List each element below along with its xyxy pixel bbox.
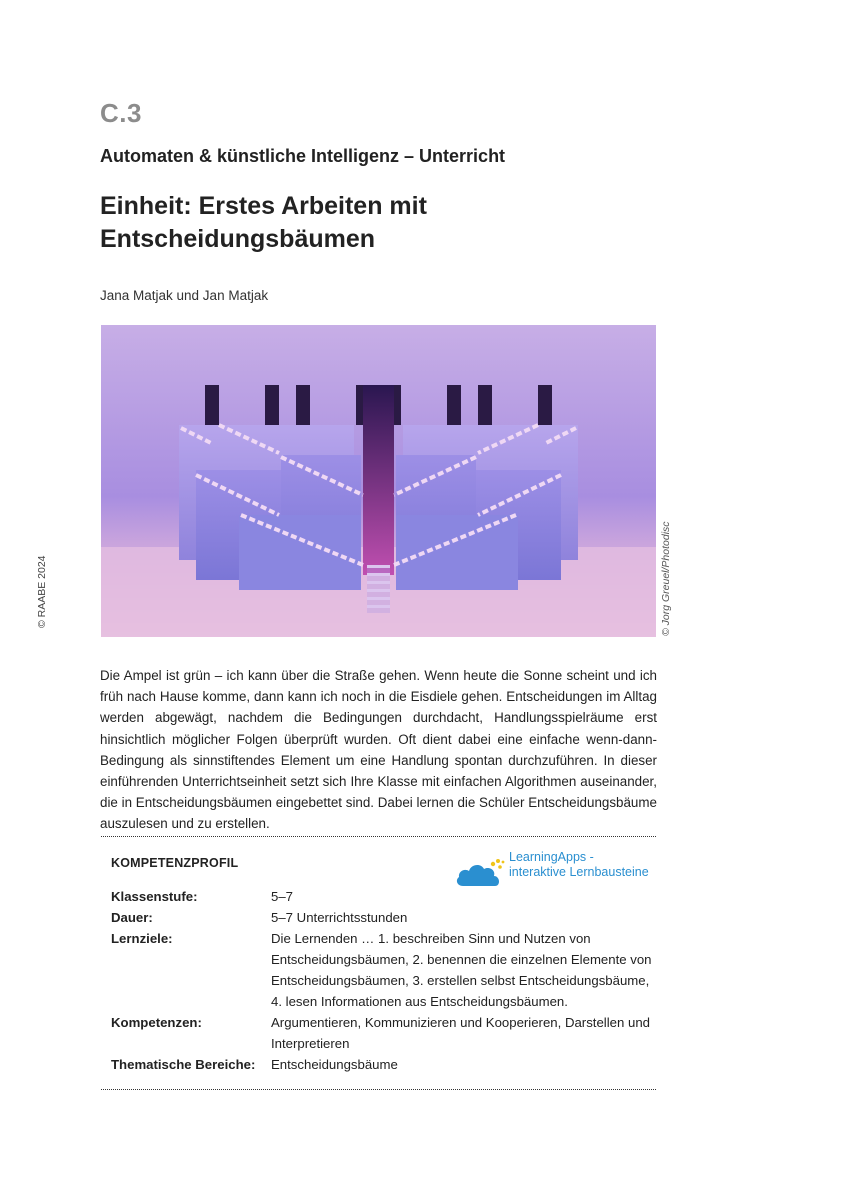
cloud-logo-icon (455, 856, 507, 890)
row-value: Die Lernenden … 1. beschreiben Sinn und Nutzen von Entscheidungsbäumen, 2. benennen die einzelnen Elemente von Entscheidungsbäumen, 3. erstellen selbst Entscheidungsbäume, 4. lesen Informationen aus Entscheidungsbäumen. (271, 931, 652, 1009)
copyright-notice: © RAABE 2024 (36, 555, 48, 628)
profile-heading: KOMPETENZPROFIL (111, 856, 239, 870)
dotted-divider-bottom (101, 1089, 656, 1090)
row-label: Lernziele: (111, 931, 173, 946)
profile-row (111, 928, 656, 1012)
profile-row (111, 1054, 656, 1075)
row-value: 5–7 Unterrichtsstunden (271, 910, 408, 925)
profile-row (111, 886, 656, 907)
unit-title: Einheit: Erstes Arbeiten mit Entscheidungsbäumen (100, 192, 427, 253)
row-value: 5–7 (271, 889, 294, 904)
competence-profile-table (111, 886, 656, 1075)
row-label: Thematische Bereiche: (111, 1057, 256, 1072)
authors: Jana Matjak und Jan Matjak (100, 288, 269, 303)
row-label: Klassenstufe: (111, 889, 198, 904)
row-value: Argumentieren, Kommunizieren und Kooperieren, Darstellen und Interpretieren (271, 1015, 650, 1051)
dotted-divider-top (101, 836, 656, 837)
row-label: Kompetenzen: (111, 1015, 202, 1030)
photo-credit: © Jorg Greuel/Photodisc (660, 521, 672, 636)
row-value: Entscheidungsbäume (271, 1057, 398, 1072)
staircase-doors-image (101, 325, 656, 637)
intro-paragraph: Die Ampel ist grün – ich kann über die Straße gehen. Wenn heute die Sonne scheint und ich früh nach Hause komme, dann kann ich noch in die Eisdiele gehen. Entscheidungen im Alltag werden abgewägt, nachdem die Bedingungen durchdacht, Handlungsspielräume erst hinsichtlich möglicher Folgen überprüft wurden. Oft dient dabei eine einfache wenn-dann-Bedingung als sinnstiftendes Element um eine Handlung spontan durchzuführen. In dieser einführenden Unterrichtseinheit setzt sich Ihre Klasse mit einfachen Algorithmen auseinander, die in Entscheidungsbäumen eingebettet sind. Dabei lernen die Schüler Entscheidungsbäume auszulesen und zu erstellen. (100, 668, 657, 832)
row-label: Dauer: (111, 910, 153, 925)
series-title: Automaten & künstliche Intelligenz – Unterricht (100, 146, 506, 166)
profile-row (111, 1012, 656, 1054)
logo-line-2: interaktive Lernbausteine (509, 865, 649, 879)
logo-line-1: LearningApps - (509, 850, 594, 864)
section-code: C.3 (100, 98, 142, 128)
profile-row (111, 907, 656, 928)
